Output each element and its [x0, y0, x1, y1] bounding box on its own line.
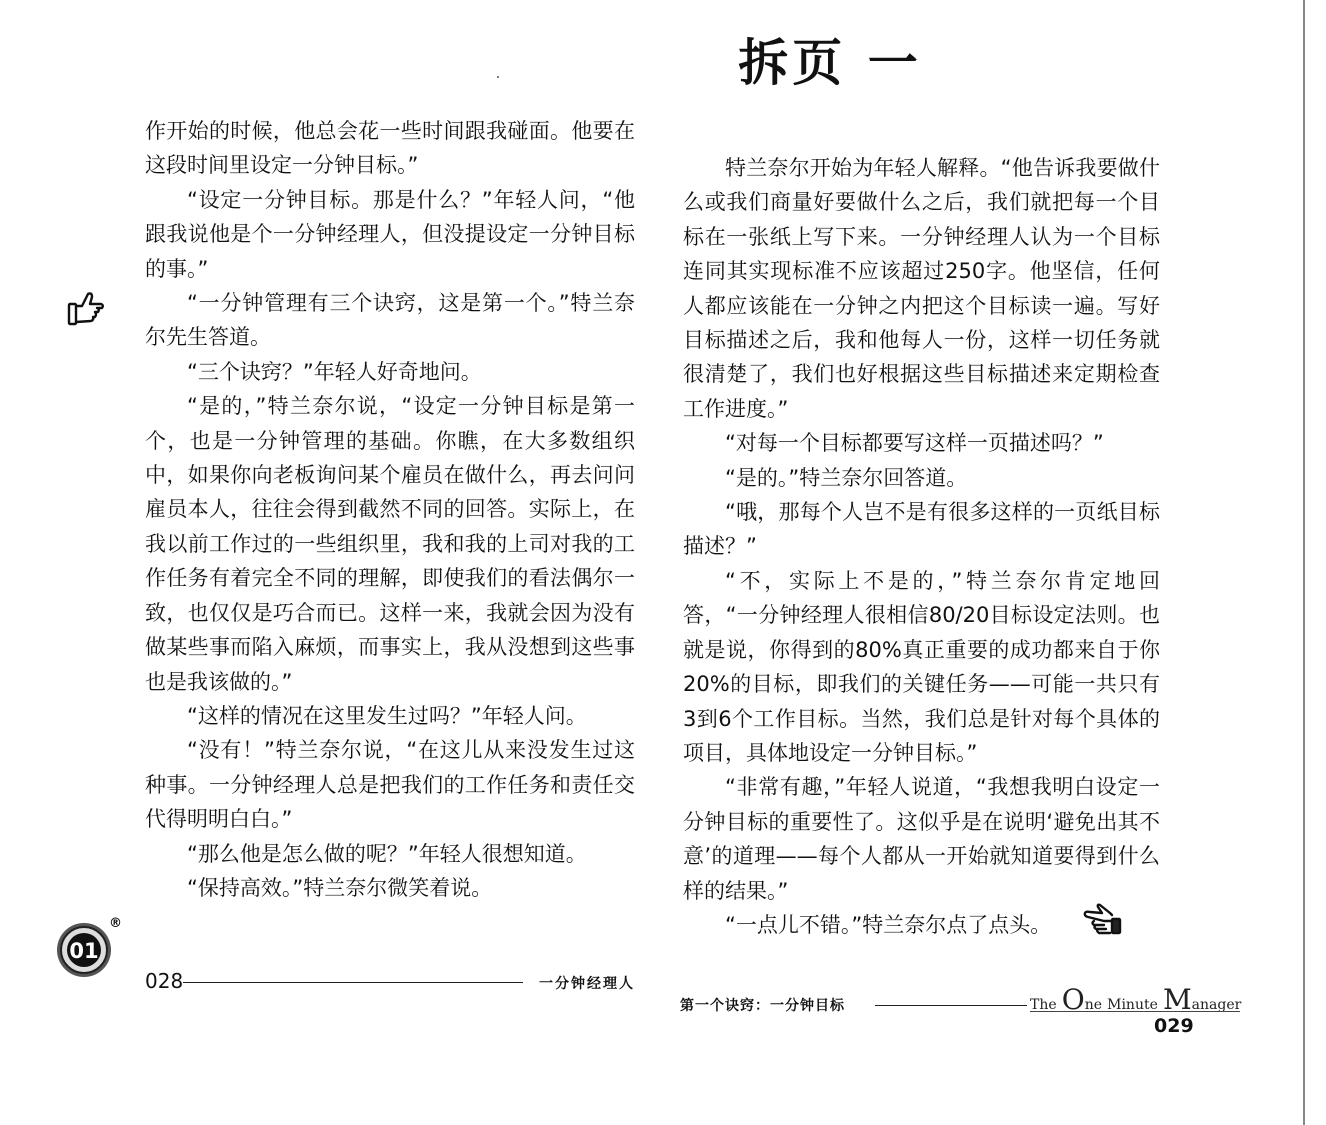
left-footer — [145, 965, 635, 995]
paragraph: “一点儿不错。”特兰奈尔点了点头。 — [725, 912, 1052, 937]
paragraph: “三个诀窍？”年轻人好奇地问。 — [187, 359, 482, 384]
page-number: 028 — [145, 969, 184, 993]
series-wordmark: The One Minute Manager — [1030, 983, 1242, 1016]
chapter-badge-icon — [55, 921, 113, 983]
paragraph: “保持高效。”特兰奈尔微笑着说。 — [187, 875, 493, 900]
page-title: 拆页 一 — [738, 33, 922, 92]
left-page-text — [145, 114, 635, 905]
right-page-text — [683, 151, 1160, 942]
badge-number: 01 — [69, 939, 99, 963]
paragraph: “这样的情况在这里发生过吗？”年轻人问。 — [187, 703, 587, 728]
paragraph: “是的，”特兰奈尔说，“设定一分钟目标是第一个，也是一分钟管理的基础。你瞧，在大多数组织中，如果你向老板询问某个雇员在做什么，再去问问雇员本人，往往会得到截然不同的回答。实际上，在我以前工作过的一些组织里，我和我的上司对我的工作任务有着完全不同的理解，即使我们的看法偶尔一致，也仅仅是巧合而已。这样一来，我就会因为没有做某些事而陷入麻烦，而事实上，我从没想到这些事也是我该做的。” — [145, 394, 635, 694]
page-edge-line — [1303, 0, 1305, 1125]
paragraph: “那么他是怎么做的呢？”年轻人很想知道。 — [187, 841, 587, 866]
paragraph: “不，实际上不是的，”特兰奈尔肯定地回答，“一分钟经理人很相信80/20目标设定法则。也就是说，你得到的80%真正重要的成功都来自于你20%的目标，即我们的关键任务——可能一共只有3到6个工作目标。当然，我们总是针对每个具体的项目，具体地设定一分钟目标。” — [683, 568, 1160, 765]
running-title: 一分钟经理人 — [539, 976, 635, 992]
paragraph: “一分钟管理有三个诀窍，这是第一个。”特兰奈尔先生答道。 — [145, 291, 635, 350]
paragraph: “没有！”特兰奈尔说，“在这儿从来没发生过这种事。一分钟经理人总是把我们的工作任务和责任交代得明明白白。” — [145, 738, 635, 832]
page-number: 029 — [1154, 1015, 1194, 1037]
paragraph: “设定一分钟目标。那是什么？”年轻人问，“他跟我说他是个一分钟经理人，但没提设定一分钟目标的事。” — [145, 187, 635, 281]
scan-speck — [497, 76, 499, 78]
registered-mark: ® — [109, 916, 122, 931]
pointing-hand-icon — [66, 290, 106, 332]
footer-rule — [875, 1005, 1027, 1006]
paragraph: “对每一个目标都要写这样一页描述吗？” — [725, 431, 1104, 456]
paragraph: 特兰奈尔开始为年轻人解释。“他告诉我要做什么或我们商量好要做什么之后，我们就把每一个目标在一张纸上写下来。一分钟经理人认为一个目标连同其实现标准不应该超过250字。他坚信，任何人都应该能在一分钟之内把这个目标读一遍。写好目标描述之后，我和他每人一份，这样一切任务就很清楚了，我们也好根据这些目标描述来定期检查工作进度。” — [683, 156, 1160, 421]
pointing-hand-icon — [1082, 903, 1124, 941]
paragraph: 作开始的时候，他总会花一些时间跟我碰面。他要在这段时间里设定一分钟目标。” — [145, 119, 635, 178]
right-footer — [680, 985, 1240, 1035]
footer-rule — [183, 982, 523, 983]
paragraph: “是的。”特兰奈尔回答道。 — [725, 465, 968, 490]
chapter-title: 第一个诀窍：一分钟目标 — [680, 998, 845, 1014]
paragraph: “非常有趣，”年轻人说道，“我想我明白设定一分钟目标的重要性了。这似乎是在说明‘避免出其不意’的道理——每个人都从一开始就知道要得到什么样的结果。” — [683, 775, 1160, 903]
paragraph: “哦，那每个人岂不是有很多这样的一页纸目标描述？” — [683, 500, 1160, 559]
